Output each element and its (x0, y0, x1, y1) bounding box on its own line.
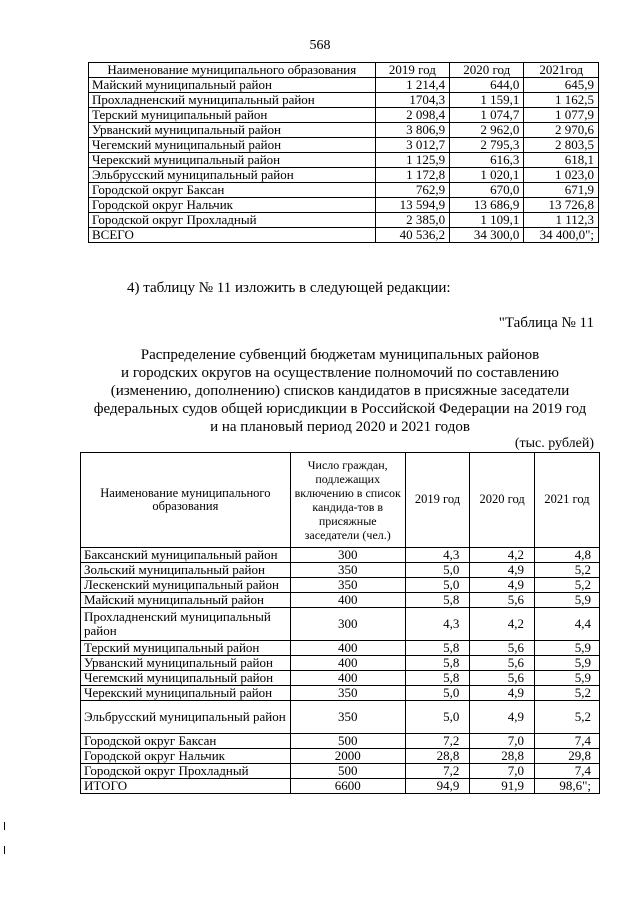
table2-cell-2019: 5,8 (405, 593, 470, 608)
table1-cell-value: 616,3 (450, 153, 524, 168)
title-line: и городских округов на осуществление полномочий по составлению (121, 365, 559, 381)
table1-cell-value: 2 795,3 (450, 138, 524, 153)
table2-cell-count: 400 (290, 593, 405, 608)
table1-cell-value: 1704,3 (375, 93, 449, 108)
title-line: и на плановый период 2020 и 2021 годов (210, 419, 470, 435)
table1-cell-value: 644,0 (450, 78, 524, 93)
table1-cell-value: 2 385,0 (375, 213, 449, 228)
table1-cell-value: 2 970,6 (524, 123, 599, 138)
table2-header-count: Число граждан, подлежащих включению в список кандида-тов в присяжные заседатели (чел.) (290, 453, 405, 548)
table1-cell-value: 2 962,0 (450, 123, 524, 138)
table2-row (81, 779, 600, 794)
table1-cell-value: 34 300,0 (450, 228, 524, 243)
title-line: федеральных судов общей юрисдикции в Российской Федерации на 2019 год (93, 401, 587, 417)
table2-cell-count: 350 (290, 563, 405, 578)
title-line: Распределение субвенций бюджетам муниципальных районов (140, 347, 540, 363)
table2-cell-2020: 91,9 (470, 779, 535, 794)
table1-header-2020: 2020 год (450, 63, 524, 78)
table2-cell-count: 300 (290, 608, 405, 641)
table2-cell-2020: 4,9 (470, 578, 535, 593)
table2-cell-2021: 5,9 (534, 593, 599, 608)
table2-cell-2020: 5,6 (470, 641, 535, 656)
table2-cell-2021: 5,9 (534, 641, 599, 656)
table1-cell-value: 13 726,8 (524, 198, 599, 213)
table2-row (81, 656, 600, 671)
table2-cell-2021: 5,9 (534, 656, 599, 671)
table2-cell-2021: 5,2 (534, 686, 599, 701)
table2-row (81, 764, 600, 779)
table2-cell-2019: 5,0 (405, 701, 470, 734)
table1-cell-name: Черекский муниципальный район (89, 153, 376, 168)
table1-cell-value: 1 074,7 (450, 108, 524, 123)
table1-header-row (89, 63, 599, 78)
table1-cell-name: Чегемский муниципальный район (89, 138, 376, 153)
table1-cell-value: 1 162,5 (524, 93, 599, 108)
table2-cell-2021: 5,9 (534, 671, 599, 686)
table1-cell-name: Эльбрусский муниципальный район (89, 168, 376, 183)
table2-header-2020: 2020 год (470, 453, 535, 548)
table1-cell-value: 670,0 (450, 183, 524, 198)
table2-row (81, 608, 600, 641)
table2-cell-count: 6600 (290, 779, 405, 794)
table2-header-name: Наименование муниципального образования (81, 453, 291, 548)
table2-cell-2020: 5,6 (470, 593, 535, 608)
table2-cell-2019: 5,8 (405, 641, 470, 656)
table2-cell-2019: 94,9 (405, 779, 470, 794)
margin-mark (4, 822, 5, 830)
table2-cell-2019: 5,8 (405, 671, 470, 686)
units-label: (тыс. рублей) (514, 436, 594, 451)
table2-cell-count: 400 (290, 671, 405, 686)
table2-cell-2019: 5,0 (405, 686, 470, 701)
table2-cell-name: Эльбрусский муниципальный район (81, 701, 291, 734)
table2-header-2019: 2019 год (405, 453, 470, 548)
table2-cell-count: 350 (290, 578, 405, 593)
page-number: 568 (309, 38, 331, 53)
table2-cell-name: Терский муниципальный район (81, 641, 291, 656)
table2-cell-2021: 5,2 (534, 578, 599, 593)
table2-cell-count: 350 (290, 701, 405, 734)
table1-cell-value: 13 686,9 (450, 198, 524, 213)
table2-cell-2021: 4,8 (534, 548, 599, 563)
table1-cell-name: Прохладненский муниципальный район (89, 93, 376, 108)
table1-row (89, 153, 599, 168)
table1-cell-name: Терский муниципальный район (89, 108, 376, 123)
table2-cell-name: Черекский муниципальный район (81, 686, 291, 701)
table2-cell-2020: 4,9 (470, 686, 535, 701)
table2-row (81, 641, 600, 656)
table2-cell-2021: 98,6"; (534, 779, 599, 794)
table1-row (89, 213, 599, 228)
table1-cell-value: 1 023,0 (524, 168, 599, 183)
table1-cell-value: 2 803,5 (524, 138, 599, 153)
table2-cell-2020: 4,2 (470, 548, 535, 563)
table-title (80, 346, 600, 436)
table1-row (89, 108, 599, 123)
table1-cell-value: 1 172,8 (375, 168, 449, 183)
table2-cell-name: Урванский муниципальный район (81, 656, 291, 671)
table2-row (81, 548, 600, 563)
subvention-distribution-table (80, 452, 600, 794)
table2-header-2021: 2021 год (534, 453, 599, 548)
table2-row (81, 701, 600, 734)
table2-cell-2019: 5,8 (405, 656, 470, 671)
table2-row (81, 593, 600, 608)
table1-cell-value: 34 400,0"; (524, 228, 599, 243)
table2-cell-count: 500 (290, 734, 405, 749)
table2-row (81, 749, 600, 764)
subsidies-table-previous (88, 62, 599, 243)
table1-cell-name: ВСЕГО (89, 228, 376, 243)
table1-row (89, 198, 599, 213)
table2-cell-2021: 29,8 (534, 749, 599, 764)
table1-row (89, 183, 599, 198)
table2-cell-2020: 4,9 (470, 701, 535, 734)
table2-cell-name: Баксанский муниципальный район (81, 548, 291, 563)
table2-row (81, 578, 600, 593)
table2-cell-name: Майский муниципальный район (81, 593, 291, 608)
table1-row (89, 168, 599, 183)
table2-cell-name: ИТОГО (81, 779, 291, 794)
table1-cell-value: 1 214,4 (375, 78, 449, 93)
table2-cell-2020: 28,8 (470, 749, 535, 764)
table2-cell-2019: 7,2 (405, 734, 470, 749)
table2-cell-name: Городской округ Нальчик (81, 749, 291, 764)
table2-cell-2020: 4,2 (470, 608, 535, 641)
table2-cell-2019: 5,0 (405, 563, 470, 578)
table2-cell-2019: 4,3 (405, 608, 470, 641)
table2-cell-count: 300 (290, 548, 405, 563)
table1-cell-value: 1 112,3 (524, 213, 599, 228)
table2-cell-count: 400 (290, 656, 405, 671)
table1-cell-value: 671,9 (524, 183, 599, 198)
table2-cell-name: Городской округ Прохладный (81, 764, 291, 779)
table2-cell-2020: 5,6 (470, 671, 535, 686)
table1-cell-value: 40 536,2 (375, 228, 449, 243)
table1-row (89, 78, 599, 93)
table1-row (89, 93, 599, 108)
table2-cell-2020: 7,0 (470, 734, 535, 749)
table2-cell-name: Прохладненский муниципальный район (81, 608, 291, 641)
table-number-label: "Таблица № 11 (498, 315, 594, 331)
table2-cell-2021: 7,4 (534, 764, 599, 779)
table2-cell-2019: 4,3 (405, 548, 470, 563)
table1-header-2019: 2019 год (375, 63, 449, 78)
table1-cell-value: 618,1 (524, 153, 599, 168)
margin-mark (4, 846, 5, 854)
table1-cell-value: 645,9 (524, 78, 599, 93)
table1-cell-value: 1 159,1 (450, 93, 524, 108)
table1-cell-name: Майский муниципальный район (89, 78, 376, 93)
table1-cell-value: 1 077,9 (524, 108, 599, 123)
table1-row (89, 228, 599, 243)
table2-cell-count: 2000 (290, 749, 405, 764)
table2-row (81, 563, 600, 578)
table1-cell-value: 1 125,9 (375, 153, 449, 168)
table1-cell-value: 1 109,1 (450, 213, 524, 228)
table2-cell-2019: 28,8 (405, 749, 470, 764)
table2-cell-count: 500 (290, 764, 405, 779)
table2-cell-2021: 5,2 (534, 563, 599, 578)
table1-cell-value: 13 594,9 (375, 198, 449, 213)
table2-header-row (81, 453, 600, 548)
table1-cell-value: 1 020,1 (450, 168, 524, 183)
table1-cell-value: 3 012,7 (375, 138, 449, 153)
table1-header-2021: 2021год (524, 63, 599, 78)
table1-cell-name: Урванский муниципальный район (89, 123, 376, 138)
table1-cell-name: Городской округ Прохладный (89, 213, 376, 228)
table1-cell-value: 762,9 (375, 183, 449, 198)
table1-cell-value: 3 806,9 (375, 123, 449, 138)
table2-cell-name: Чегемский муниципальный район (81, 671, 291, 686)
table2-cell-2020: 4,9 (470, 563, 535, 578)
table2-cell-2020: 5,6 (470, 656, 535, 671)
table2-cell-2020: 7,0 (470, 764, 535, 779)
table1-row (89, 123, 599, 138)
table2-cell-2019: 7,2 (405, 764, 470, 779)
table2-cell-count: 400 (290, 641, 405, 656)
table1-cell-name: Городской округ Баксан (89, 183, 376, 198)
table2-row (81, 734, 600, 749)
amendment-instruction: 4) таблицу № 11 изложить в следующей редакции: (127, 280, 451, 296)
table2-cell-2021: 7,4 (534, 734, 599, 749)
table2-cell-2021: 4,4 (534, 608, 599, 641)
table2-cell-count: 350 (290, 686, 405, 701)
table1-row (89, 138, 599, 153)
table1-header-name: Наименование муниципального образования (89, 63, 376, 78)
table2-cell-name: Зольский муниципальный район (81, 563, 291, 578)
table1-cell-value: 2 098,4 (375, 108, 449, 123)
table2-cell-name: Лескенский муниципальный район (81, 578, 291, 593)
title-line: (изменению, дополнению) списков кандидатов в присяжные заседатели (110, 383, 570, 399)
table1-cell-name: Городской округ Нальчик (89, 198, 376, 213)
table2-cell-2019: 5,0 (405, 578, 470, 593)
table2-cell-2021: 5,2 (534, 701, 599, 734)
table2-row (81, 671, 600, 686)
table2-row (81, 686, 600, 701)
table2-cell-name: Городской округ Баксан (81, 734, 291, 749)
